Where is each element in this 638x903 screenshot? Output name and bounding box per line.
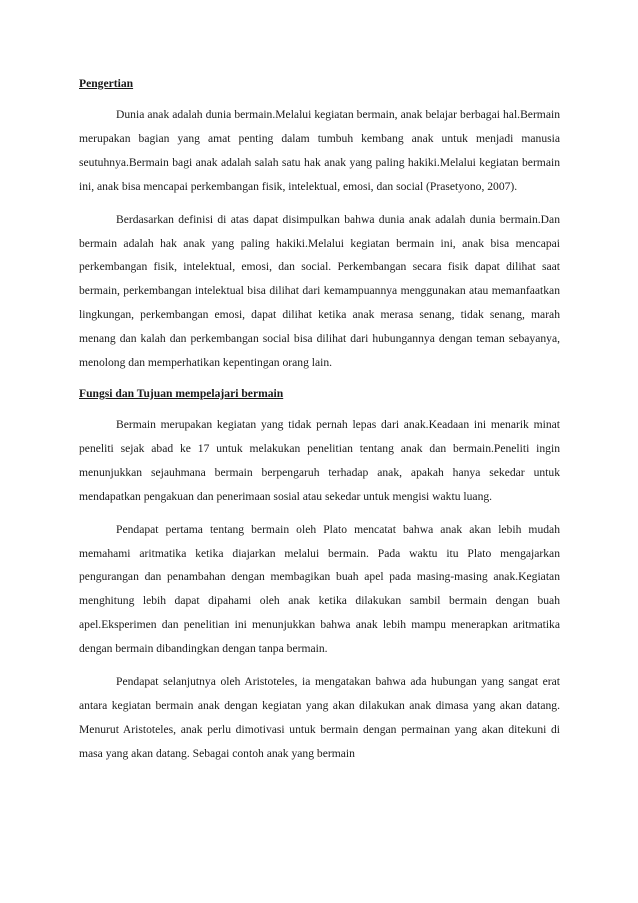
paragraph: Dunia anak adalah dunia bermain.Melalui kegiatan bermain, anak belajar berbagai hal.Bermain merupakan bagian yang amat penting dalam tumbuh kembang anak untuk menjadi manusia seutuhnya.Bermain bagi anak adalah salah satu hak anak yang paling hakiki.Melalui kegiatan bermain ini, anak bisa mencapai perkembangan fisik, intelektual, emosi, dan social (Prasetyono, 2007). [79, 108, 560, 193]
paragraph: Berdasarkan definisi di atas dapat disimpulkan bahwa dunia anak adalah dunia bermain.Dan bermain adalah hak anak yang paling hakiki.Melalui kegiatan bermain ini, anak bisa mencapai perkembangan fisik, intelektual, emosi, dan social. Perkembangan secara fisik dapat dilihat saat bermain, perkembangan intelektual bisa dilihat dari kemampuannya menggunakan atau memanfaatkan lingkungan, perkembangan emosi, dapat dilihat ketika anak merasa senang, tidak senang, marah menang dan kalah dan perkembangan social bisa dilihat dari hubungannya dengan teman sebayanya, menolong dan memperhatikan kepentingan orang lain. [79, 212, 560, 370]
paragraph: Pendapat selanjutnya oleh Aristoteles, ia mengatakan bahwa ada hubungan yang sangat erat antara kegiatan bermain anak dengan kegiatan yang akan dilakukan anak dimasa yang akan datang. Menurut Aristoteles, anak perlu dimotivasi untuk bermain dengan permainan yang akan ditekuni di masa yang akan datang. Sebagai contoh anak yang bermain [79, 675, 560, 760]
document-page [79, 74, 560, 775]
section-heading-fungsi-tujuan: Fungsi dan Tujuan mempelajari bermain [79, 386, 284, 400]
paragraph: Bermain merupakan kegiatan yang tidak pernah lepas dari anak.Keadaan ini menarik minat peneliti sejak abad ke 17 untuk melakukan penelitian tentang anak dan bermain.Peneliti ingin menunjukkan sejauhmana bermain berpengaruh terhadap anak, apakah hanya sekedar untuk mendapatkan pengakuan dan penerimaan sosial atau sekedar untuk mengisi waktu luang. [79, 417, 560, 503]
paragraph: Pendapat pertama tentang bermain oleh Plato mencatat bahwa anak akan lebih mudah memahami aritmatika ketika diajarkan melalui bermain. Pada waktu itu Plato mengajarkan pengurangan dan penambahan dengan membagikan buah apel pada masing-masing anak.Kegiatan menghitung lebih dapat dipahami oleh anak ketika dilakukan sambil bermain dengan buah apel.Eksperimen dan penelitian ini menunjukkan bahwa anak lebih mampu menerapkan aritmatika dengan bermain dibandingkan dengan tanpa bermain. [79, 522, 560, 656]
section-heading-pengertian: Pengertian [79, 77, 134, 90]
